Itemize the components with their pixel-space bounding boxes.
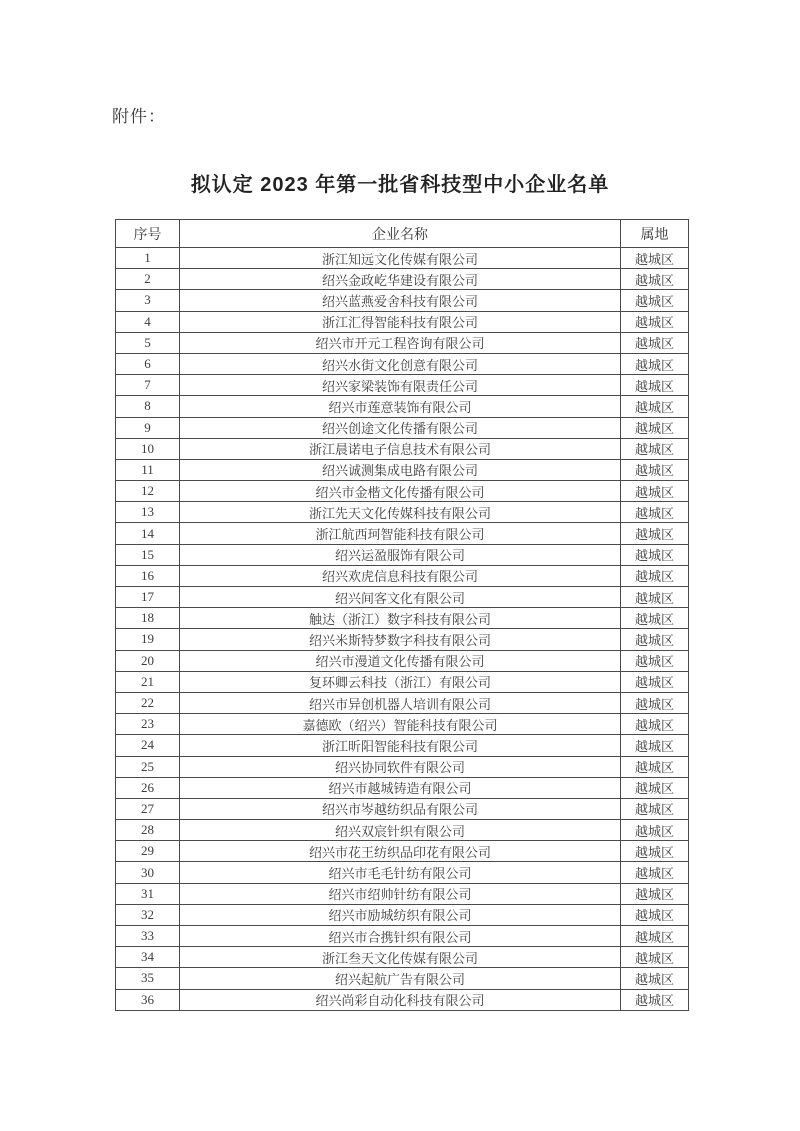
row-number: 6 (116, 353, 180, 374)
table-header-row (116, 220, 689, 248)
company-name: 绍兴创途文化传播有限公司 (180, 417, 621, 438)
company-name: 绍兴市异创机器人培训有限公司 (180, 692, 621, 713)
row-number: 25 (116, 756, 180, 777)
district: 越城区 (621, 650, 689, 671)
header-企业名称: 企业名称 (180, 220, 621, 248)
company-name: 浙江先天文化传媒科技有限公司 (180, 502, 621, 523)
company-name: 绍兴市励城纺织有限公司 (180, 904, 621, 925)
header-属地: 属地 (621, 220, 689, 248)
row-number: 30 (116, 862, 180, 883)
company-name: 绍兴市花王纺织品印花有限公司 (180, 841, 621, 862)
table-row (116, 565, 689, 586)
row-number: 11 (116, 459, 180, 480)
table-row (116, 671, 689, 692)
row-number: 7 (116, 375, 180, 396)
table-row (116, 714, 689, 735)
attachment-label: 附件： (112, 107, 166, 126)
table-row (116, 735, 689, 756)
company-name: 绍兴起航广告有限公司 (180, 968, 621, 989)
company-name: 绍兴欢虎信息科技有限公司 (180, 565, 621, 586)
district: 越城区 (621, 947, 689, 968)
company-name: 绍兴家梁装饰有限责任公司 (180, 375, 621, 396)
table-row (116, 523, 689, 544)
page-title: 拟认定 2023 年第一批省科技型中小企业名单 (190, 174, 610, 196)
company-name: 绍兴金政屹华建设有限公司 (180, 269, 621, 290)
table-row (116, 926, 689, 947)
table-row (116, 883, 689, 904)
row-number: 22 (116, 692, 180, 713)
district: 越城区 (621, 502, 689, 523)
row-number: 33 (116, 926, 180, 947)
company-name: 浙江晨诺电子信息技术有限公司 (180, 438, 621, 459)
companies-table (115, 219, 689, 1011)
table-row (116, 798, 689, 819)
table-row (116, 904, 689, 925)
table-row (116, 629, 689, 650)
district: 越城区 (621, 608, 689, 629)
company-name: 绍兴市绍帅针纺有限公司 (180, 883, 621, 904)
district: 越城区 (621, 926, 689, 947)
row-number: 36 (116, 989, 180, 1010)
row-number: 1 (116, 248, 180, 269)
district: 越城区 (621, 862, 689, 883)
district: 越城区 (621, 290, 689, 311)
district: 越城区 (621, 417, 689, 438)
company-name: 绍兴水街文化创意有限公司 (180, 353, 621, 374)
district: 越城区 (621, 735, 689, 756)
row-number: 9 (116, 417, 180, 438)
row-number: 3 (116, 290, 180, 311)
table-row (116, 968, 689, 989)
row-number: 17 (116, 587, 180, 608)
company-name: 浙江知远文化传媒有限公司 (180, 248, 621, 269)
table-row (116, 396, 689, 417)
district: 越城区 (621, 714, 689, 735)
row-number: 13 (116, 502, 180, 523)
company-name: 绍兴尚彩自动化科技有限公司 (180, 989, 621, 1010)
district: 越城区 (621, 396, 689, 417)
company-name: 绍兴诚测集成电路有限公司 (180, 459, 621, 480)
table-row (116, 544, 689, 565)
district: 越城区 (621, 481, 689, 502)
district: 越城区 (621, 904, 689, 925)
table-row (116, 417, 689, 438)
company-name: 绍兴市金楷文化传播有限公司 (180, 481, 621, 502)
district: 越城区 (621, 375, 689, 396)
row-number: 29 (116, 841, 180, 862)
district: 越城区 (621, 841, 689, 862)
company-name: 绍兴蓝燕爱舍科技有限公司 (180, 290, 621, 311)
row-number: 21 (116, 671, 180, 692)
header-序号: 序号 (116, 220, 180, 248)
district: 越城区 (621, 438, 689, 459)
company-name: 复环卿云科技（浙江）有限公司 (180, 671, 621, 692)
district: 越城区 (621, 523, 689, 544)
table-row (116, 777, 689, 798)
table-row (116, 502, 689, 523)
district: 越城区 (621, 332, 689, 353)
company-name: 浙江昕阳智能科技有限公司 (180, 735, 621, 756)
table-row (116, 332, 689, 353)
row-number: 8 (116, 396, 180, 417)
district: 越城区 (621, 565, 689, 586)
company-name: 绍兴米斯特梦数字科技有限公司 (180, 629, 621, 650)
table-row (116, 756, 689, 777)
table-row (116, 269, 689, 290)
row-number: 27 (116, 798, 180, 819)
table-row (116, 587, 689, 608)
district: 越城区 (621, 968, 689, 989)
district: 越城区 (621, 756, 689, 777)
table-row (116, 438, 689, 459)
district: 越城区 (621, 587, 689, 608)
table-row (116, 820, 689, 841)
table-row (116, 841, 689, 862)
company-name: 触达（浙江）数字科技有限公司 (180, 608, 621, 629)
district: 越城区 (621, 544, 689, 565)
row-number: 32 (116, 904, 180, 925)
company-name: 绍兴市漫道文化传播有限公司 (180, 650, 621, 671)
row-number: 14 (116, 523, 180, 544)
table-row (116, 650, 689, 671)
company-name: 绍兴市莲意装饰有限公司 (180, 396, 621, 417)
row-number: 28 (116, 820, 180, 841)
table-row (116, 353, 689, 374)
district: 越城区 (621, 459, 689, 480)
company-name: 绍兴间客文化有限公司 (180, 587, 621, 608)
table-row (116, 459, 689, 480)
district: 越城区 (621, 671, 689, 692)
row-number: 23 (116, 714, 180, 735)
table-row (116, 375, 689, 396)
company-name: 嘉德欧（绍兴）智能科技有限公司 (180, 714, 621, 735)
row-number: 5 (116, 332, 180, 353)
table-row (116, 989, 689, 1010)
row-number: 4 (116, 311, 180, 332)
row-number: 12 (116, 481, 180, 502)
row-number: 20 (116, 650, 180, 671)
table-row (116, 290, 689, 311)
district: 越城区 (621, 989, 689, 1010)
table-body (116, 248, 689, 1011)
district: 越城区 (621, 692, 689, 713)
row-number: 34 (116, 947, 180, 968)
table-row (116, 692, 689, 713)
row-number: 10 (116, 438, 180, 459)
company-name: 绍兴双宸针织有限公司 (180, 820, 621, 841)
row-number: 2 (116, 269, 180, 290)
row-number: 26 (116, 777, 180, 798)
row-number: 15 (116, 544, 180, 565)
district: 越城区 (621, 269, 689, 290)
district: 越城区 (621, 798, 689, 819)
table-row (116, 248, 689, 269)
company-name: 浙江航西珂智能科技有限公司 (180, 523, 621, 544)
district: 越城区 (621, 883, 689, 904)
table-row (116, 311, 689, 332)
company-name: 绍兴市岑越纺织品有限公司 (180, 798, 621, 819)
table-row (116, 481, 689, 502)
row-number: 31 (116, 883, 180, 904)
district: 越城区 (621, 248, 689, 269)
row-number: 18 (116, 608, 180, 629)
row-number: 35 (116, 968, 180, 989)
table-row (116, 947, 689, 968)
company-name: 浙江汇得智能科技有限公司 (180, 311, 621, 332)
table-row (116, 862, 689, 883)
company-name: 绍兴协同软件有限公司 (180, 756, 621, 777)
row-number: 19 (116, 629, 180, 650)
company-name: 绍兴市越城铸造有限公司 (180, 777, 621, 798)
row-number: 16 (116, 565, 180, 586)
row-number: 24 (116, 735, 180, 756)
table-row (116, 608, 689, 629)
company-name: 绍兴市毛毛针纺有限公司 (180, 862, 621, 883)
company-name: 绍兴市开元工程咨询有限公司 (180, 332, 621, 353)
company-name: 绍兴市合携针织有限公司 (180, 926, 621, 947)
district: 越城区 (621, 311, 689, 332)
district: 越城区 (621, 777, 689, 798)
district: 越城区 (621, 820, 689, 841)
company-name: 浙江叁天文化传媒有限公司 (180, 947, 621, 968)
district: 越城区 (621, 629, 689, 650)
district: 越城区 (621, 353, 689, 374)
company-name: 绍兴运盈服饰有限公司 (180, 544, 621, 565)
